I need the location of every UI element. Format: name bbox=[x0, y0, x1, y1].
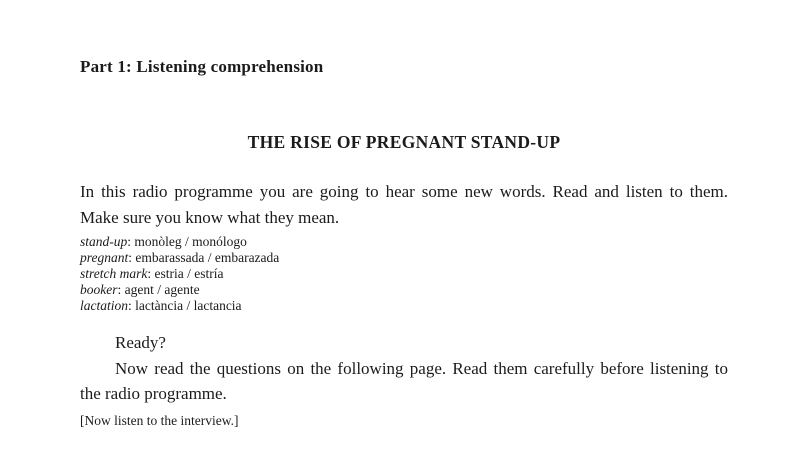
vocab-term: stretch mark bbox=[80, 266, 148, 281]
instruction-line-2: the radio programme. bbox=[80, 384, 227, 403]
vocab-item bbox=[80, 234, 279, 250]
vocab-definition: : lactància / lactancia bbox=[128, 298, 242, 313]
vocab-definition: : embarassada / embarazada bbox=[128, 250, 280, 265]
stage-direction: [Now listen to the interview.] bbox=[80, 413, 239, 428]
ready-prompt: Ready? bbox=[115, 333, 166, 352]
instruction-paragraph bbox=[80, 330, 728, 407]
vocab-term: stand-up bbox=[80, 234, 128, 249]
section-heading: Part 1: Listening comprehension bbox=[80, 57, 324, 76]
intro-line-1: In this radio programme you are going to hear some new words. Read and listen to them. bbox=[80, 182, 728, 201]
vocab-term: booker bbox=[80, 282, 118, 297]
intro-line-2: Make sure you know what they mean. bbox=[80, 207, 340, 227]
document-title: THE RISE OF PREGNANT STAND-UP bbox=[247, 132, 561, 152]
vocab-definition: : agent / agente bbox=[117, 282, 200, 297]
vocab-definition: : monòleg / monólogo bbox=[127, 234, 247, 249]
vocab-term: lactation bbox=[80, 298, 128, 313]
vocab-item bbox=[80, 282, 279, 298]
vocab-item bbox=[80, 298, 279, 314]
intro-paragraph bbox=[80, 179, 728, 230]
instruction-line-1: Now read the questions on the following page. Read them carefully before listening to bbox=[115, 358, 728, 378]
vocab-definition: : estria / estría bbox=[147, 266, 224, 281]
vocab-item bbox=[80, 266, 279, 282]
vocabulary-list bbox=[80, 234, 279, 314]
vocab-term: pregnant bbox=[80, 250, 129, 265]
vocab-item bbox=[80, 250, 279, 266]
